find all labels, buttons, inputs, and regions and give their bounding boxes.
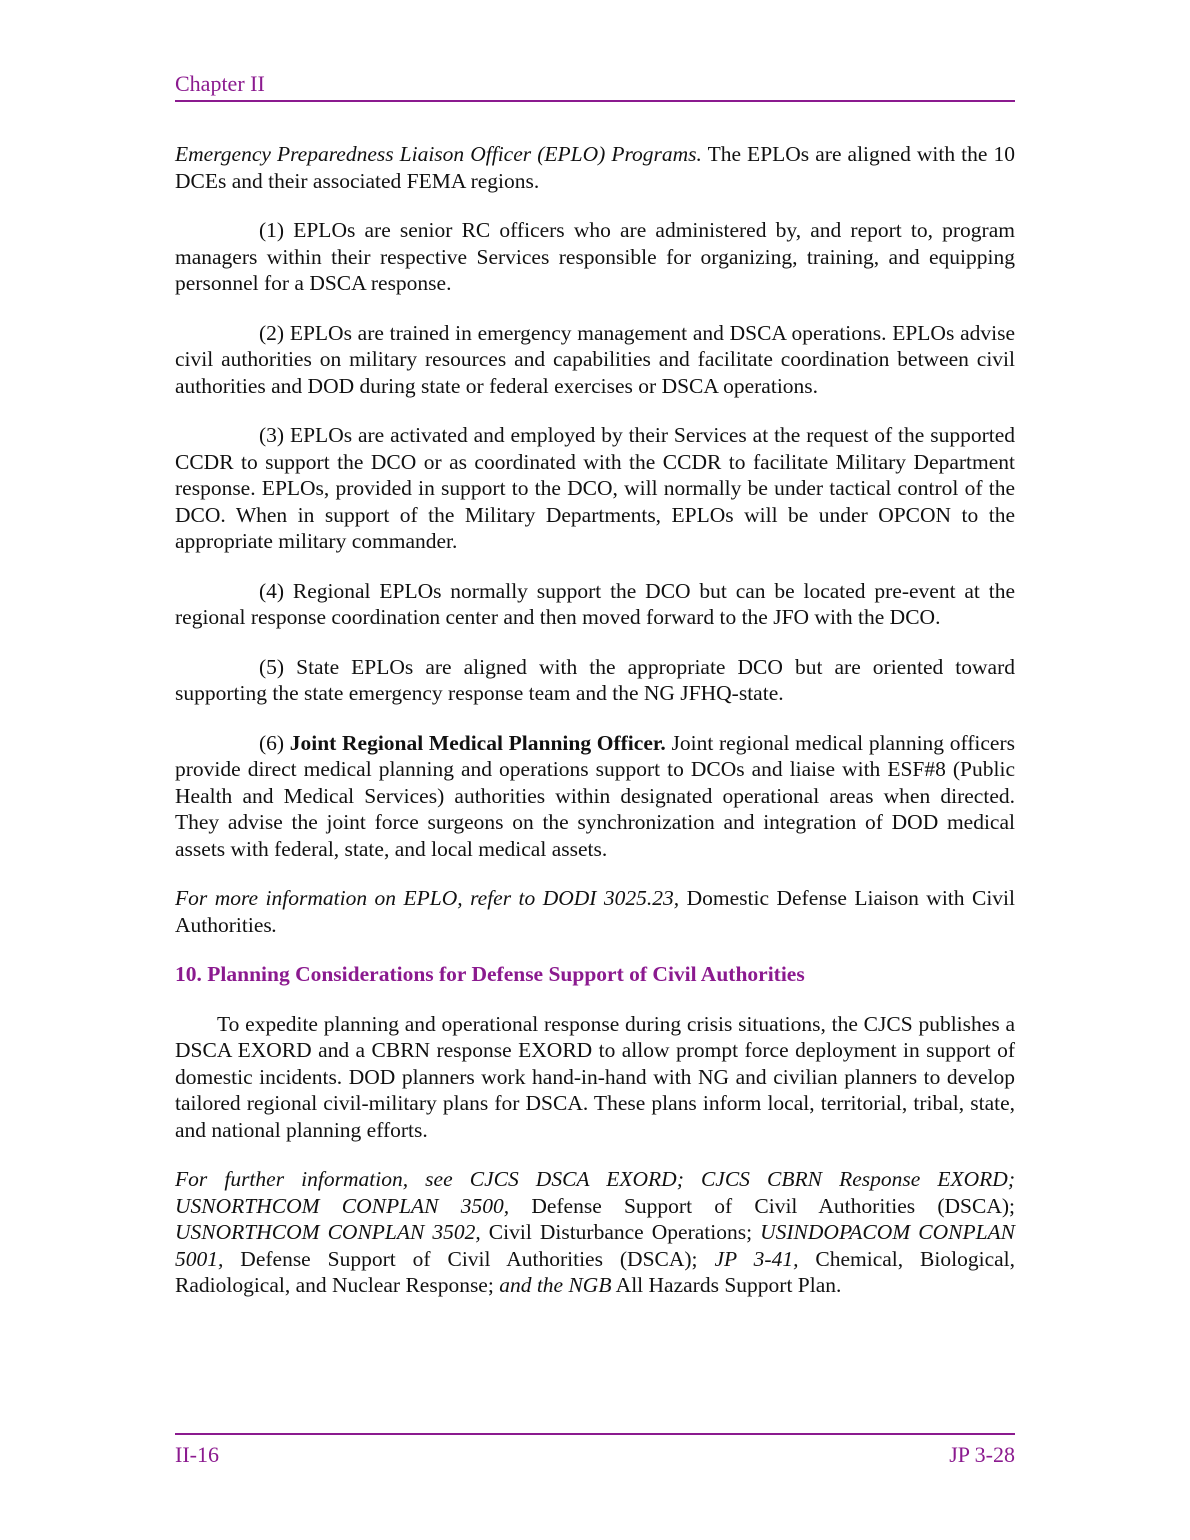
paragraph-2: (2) EPLOs are trained in emergency management and DSCA operations. EPLOs advise civil authorities on military resources and capabilities and facilitate coordination between civil authorities and DOD during state or federal exercises or DSCA operations. [175,320,1015,398]
page-number: II-16 [175,1442,219,1467]
reference-2-i4: JP 3-41, [714,1246,799,1271]
section-10-body: To expedite planning and operational response during crisis situations, the CJCS publishes a DSCA EXORD and a CBRN response EXORD to allow prompt force deployment in support of domestic incidents. DOD planners work hand-in-hand with NG and civilian planners to develop tailored regional civil-military plans for DSCA. These plans inform local, territorial, tribal, state, and national planning efforts. [175,1011,1015,1142]
publication-id: JP 3-28 [949,1442,1015,1467]
paragraph-6-text: Joint regional medical planning officers provide direct medical planning and operations support to DCOs and liaise with ESF#8 (Public Health and Medical Services) authorities within designated operational areas when directed. They advise the joint force surgeons on the synchronization and integration of DOD medical assets with federal, state, and local medical assets. [175,730,1016,861]
reference-note-1 [175,885,1015,938]
intro-text: The EPLOs are aligned with the 10 DCEs and their associated FEMA regions. [175,142,1015,193]
reference-1-end: . [271,912,278,937]
reference-2-t5: All Hazards Support Plan. [611,1273,842,1297]
paragraph-1: (1) EPLOs are senior RC officers who are administered by, and report to, program managers within their respective Services responsible for organizing, training, and equipping personnel for a DSCA response. [175,218,1015,295]
footer-rule [175,1433,1015,1435]
reference-2-t3: Defense Support of Civil Authorities (DSCA); [223,1246,715,1271]
paragraph-6 [175,730,1015,863]
paragraph-6-title: Joint Regional Medical Planning Officer. [289,730,666,755]
reference-1-italic: For more information on EPLO, refer to DODI 3025.23, [175,886,680,910]
page-body [175,141,1015,1322]
page-footer [175,1433,1015,1469]
paragraph-4: (4) Regional EPLOs normally support the DCO but can be located pre-event at the regional response coordination center and then moved forward to the JFO with the DCO. [175,578,1015,629]
reference-2-t4: Chemical, Biological, Radiological, and Nuclear Response; [175,1246,1015,1297]
reference-1-title: Domestic Defense Liaison with Civil Authorities [175,886,1015,937]
intro-paragraph [175,141,1015,194]
reference-2-t2: Civil Disturbance Operations; [480,1220,761,1244]
reference-note-2 [175,1166,1015,1299]
reference-2-i3: USINDOPACOM CONPLAN 5001, [175,1220,1016,1271]
reference-2-t1: Defense Support of Civil Authorities (DSCA); [509,1193,1016,1218]
page-header [175,70,1015,102]
section-10-heading: 10. Planning Considerations for Defense Support of Civil Authorities [175,962,805,986]
reference-2-i5: and the NGB [499,1273,612,1297]
reference-2-i1: For further information, see CJCS DSCA EXORD; CJCS CBRN Response EXORD; USNORTHCOM CONPLAN 3500, [175,1167,1015,1218]
paragraph-5: (5) State EPLOs are aligned with the appropriate DCO but are oriented toward supporting the state emergency response team and the NG JFHQ-state. [175,654,1015,705]
intro-lead: Emergency Preparedness Liaison Officer (EPLO) Programs. [175,142,702,166]
header-rule [175,100,1015,102]
paragraph-6-number: (6) [259,730,290,755]
paragraph-3: (3) EPLOs are activated and employed by their Services at the request of the supported CCDR to support the DCO or as coordinated with the CCDR to facilitate Military Department response. EPLOs, provided in support to the DCO, will normally be under tactical control of the DCO. When in support of the Military Departments, EPLOs will be under OPCON to the appropriate military commander. [175,423,1015,553]
chapter-label: Chapter II [175,71,265,96]
reference-2-i2: USNORTHCOM CONPLAN 3502, [175,1220,481,1244]
